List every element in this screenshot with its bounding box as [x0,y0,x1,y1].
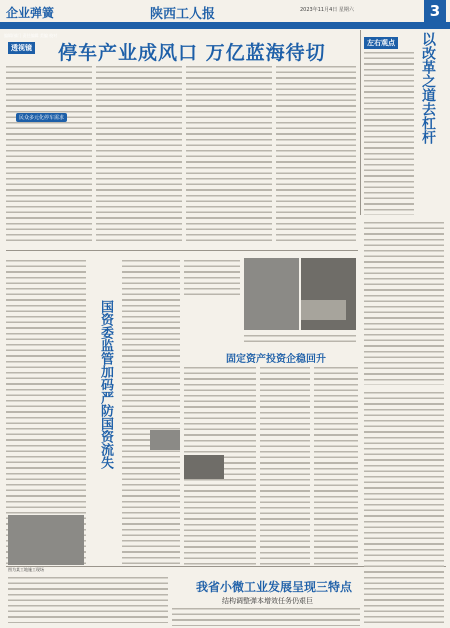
bottom-headline: 我省小微工业发展呈现三特点 [196,580,353,594]
vertical-headline: 国资委监管加码严防国资流失 [98,300,113,469]
photo [150,430,180,450]
text-column [184,258,240,298]
text-column [8,575,168,623]
column-tag: 左右观点 [364,37,398,49]
top-story-headline: 停车产业成风口 万亿蓝海待切 [58,42,326,64]
column-title: 以改革之道去杠杆 [420,32,436,144]
header-bar [0,22,450,38]
photo-caption [244,333,356,345]
text-column [172,606,360,626]
masthead: 陕西工人报 [150,7,216,22]
header-bar-text: 编辑/部门 责任编辑 美编 校对 [4,33,58,38]
photo-detail [301,300,346,320]
text-column [276,64,356,244]
page-number: 3 [424,0,446,22]
photo [8,515,84,565]
text-column [122,258,180,566]
issue-info: 2023年11月4日 星期六 [300,7,354,13]
text-column [6,64,92,244]
text-column [260,365,310,565]
text-column [364,50,414,215]
text-column [314,365,358,565]
photo [244,258,299,330]
subhead: 民众多元化停车需求 [16,113,67,122]
text-column [186,64,272,244]
section-title: 企业弹簧 [6,6,55,20]
bottom-subheadline: 结构调整弹本增效任务仍艰巨 [222,597,313,605]
photo-caption: 图为某工地施工现场 [8,567,44,572]
text-column [96,64,182,244]
photo [184,455,224,479]
middle-headline: 固定资产投资企稳回升 [226,354,326,365]
text-column [364,220,444,385]
text-column [364,390,444,624]
top-story-tag: 透视镜 [8,42,35,54]
